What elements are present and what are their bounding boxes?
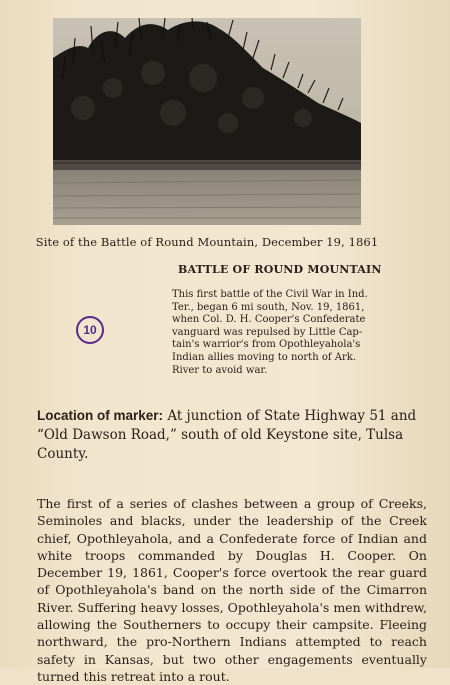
photo-image: [53, 18, 361, 225]
marker-inscription: This first battle of the Civil War in Ind. Ter., began 6 mi south, Nov. 19, 1861, when Col. D. H. Cooper's Confederate vanguard was repulsed by Little Cap- tain's warrior's from Opothleyahola's Indian allies moving to north of Ark. River to avoid war.: [172, 289, 368, 376]
photo-caption: Site of the Battle of Round Mountain, December 19, 1861: [35, 235, 379, 249]
location-text: At junction of State Highway 51 and “Old Dawson Road,” south of old Keystone site, Tulsa County.: [37, 408, 417, 462]
narrative-paragraph: The first of a series of clashes between a group of Creeks, Seminoles and blacks, under the leadership of the Creek chief, Opothleyahola, and a Confederate force of Indian and white troops commanded by Douglas H. Cooper. On December 19, 1861, Cooper's force overtook the rear guard of Opothleyahola's band on the north side of the Cimarron River. Suffering heavy losses, Opothleyahola's men withdrew, allowing the Southerners to occupy their campsite. Fleeing northward, the pro-Northern Indians attempted to reach safety in Kansas, but two other engagements eventually turned this retreat into a rout.: [37, 496, 427, 684]
marker-number-badge: 10: [76, 316, 104, 344]
location-label: Location of marker:: [37, 408, 164, 423]
marker-title: BATTLE OF ROUND MOUNTAIN: [178, 263, 382, 276]
location-paragraph: [37, 406, 422, 464]
battle-site-photo: [53, 18, 361, 225]
